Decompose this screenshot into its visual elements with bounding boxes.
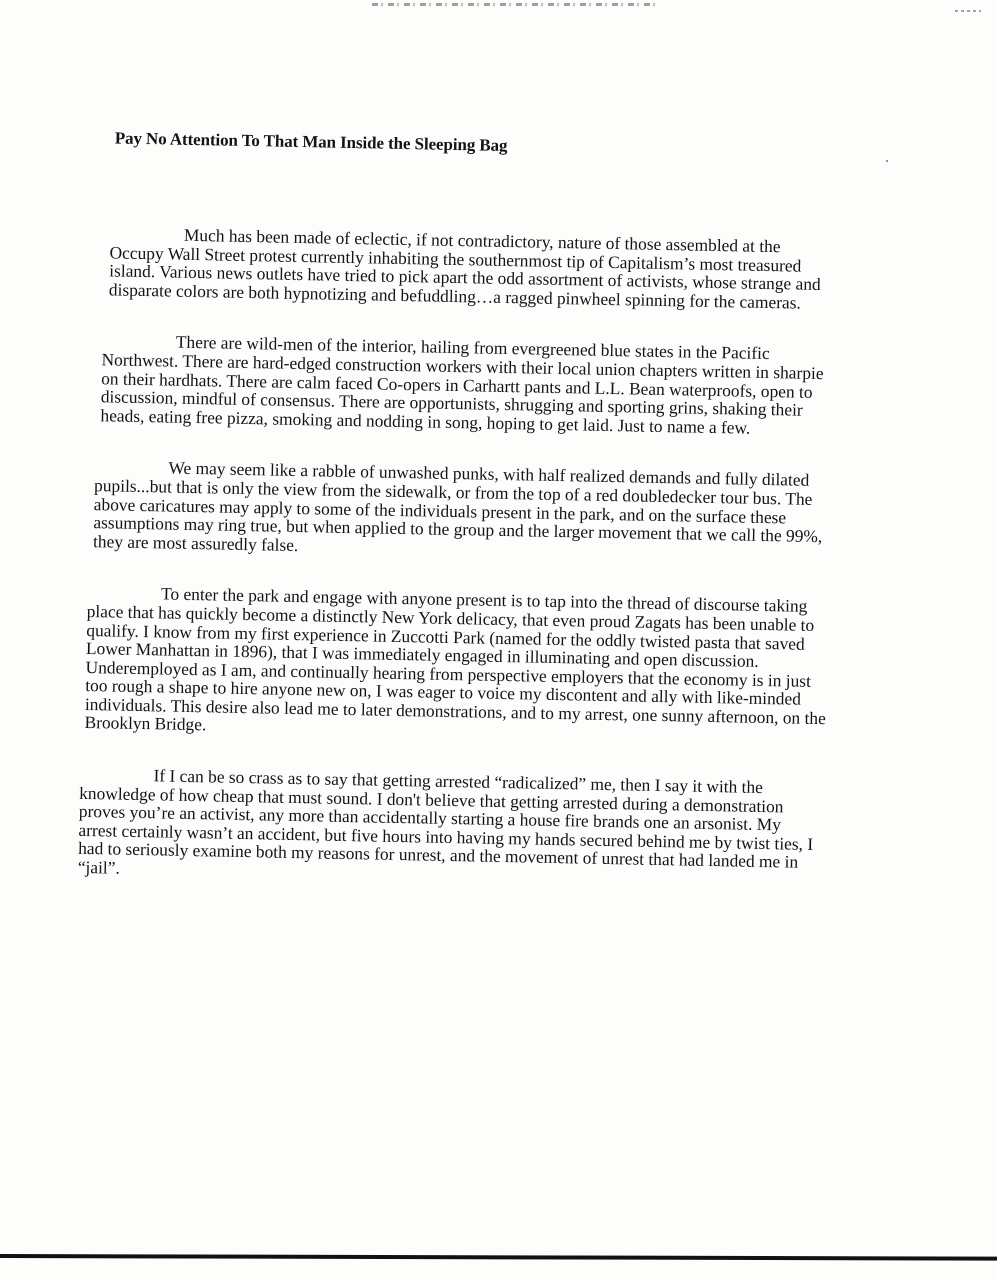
paragraph-3: We may seem like a rabble of unwashed punks, with half realized demands and fully dilated pupils...but that is only the view from the sidewalk, or from the top of a red doubledecker tour bus. The above caricatures may apply to some of the individuals present in the park, and on the surface these assumptions may ring true, but when applied to the group and the larger movement that we call the 99%, they are most assuredly false.: [92, 457, 823, 555]
scan-artifact-top: [372, 3, 657, 6]
document-content: [77, 128, 852, 924]
document-body: [78, 224, 850, 891]
paragraph-4: To enter the park and engage with anyone present is to tap into the thread of discourse taking place that has quickly become a distinctly New York delicacy, that even proud Zagats has been unable to qualify. I know from my first experience in Zuccotti Park (named for the oddly twisted pasta that saved Lower Manhattan in 1896), that I was immediately engaged in illuminating and open discussion. Underemployed as I am, and continually hearing from perspective employers that the economy is in just too rough a shape to hire anyone new on, I was eager to voice my discontent and ally with like-minded individuals. This desire also lead me to later demonstrations, and to my arrest, one sunny afternoon, on the Brooklyn Bridge.: [84, 583, 827, 735]
scan-speck: [886, 160, 888, 162]
scan-edge-bar: [0, 1254, 997, 1261]
paragraph-5: If I can be so crass as to say that getting arrested “radicalized” me, then I say it with the knowledge of how cheap that must sound. I don't believe that getting arrested during a demonstration proves you’re an activist, any more than accidentally starting a house fire brands one an arsonist. My arrest certainly wasn’t an accident, but five hours into having my hands secured behind me by twist ties, I had to seriously examine both my reasons for unrest, and the movement of unrest that had landed me in “jail”.: [77, 765, 814, 878]
scan-artifact-corner: [955, 10, 981, 12]
document-title: Pay No Attention To That Man Inside the Sleeping Bag: [114, 128, 508, 155]
paragraph-1: Much has been made of eclectic, if not contradictory, nature of those assembled at the Occupy Wall Street protest currently inhabiting the southernmost tip of Capitalism’s most treasured island. Various news outlets have tried to pick apart the odd assortment of activists, whose strange and disparate colors are both hypnotizing and befuddling…a ragged pinwheel spinning for the cameras.: [108, 224, 821, 313]
paragraph-2: There are wild-men of the interior, hailing from evergreened blue states in the Pacific Northwest. There are hard-edged construction workers with their local union chapters written in sharpie on their hardhats. There are calm faced Co-opers in Carhartt pants and L.L. Bean waterproofs, open to discussion, mindful of consensus. There are opportunists, shrugging and sporting grins, shaking their heads, eating free pizza, smoking and nodding in song, hoping to get laid. Just to name a few.: [100, 332, 824, 438]
